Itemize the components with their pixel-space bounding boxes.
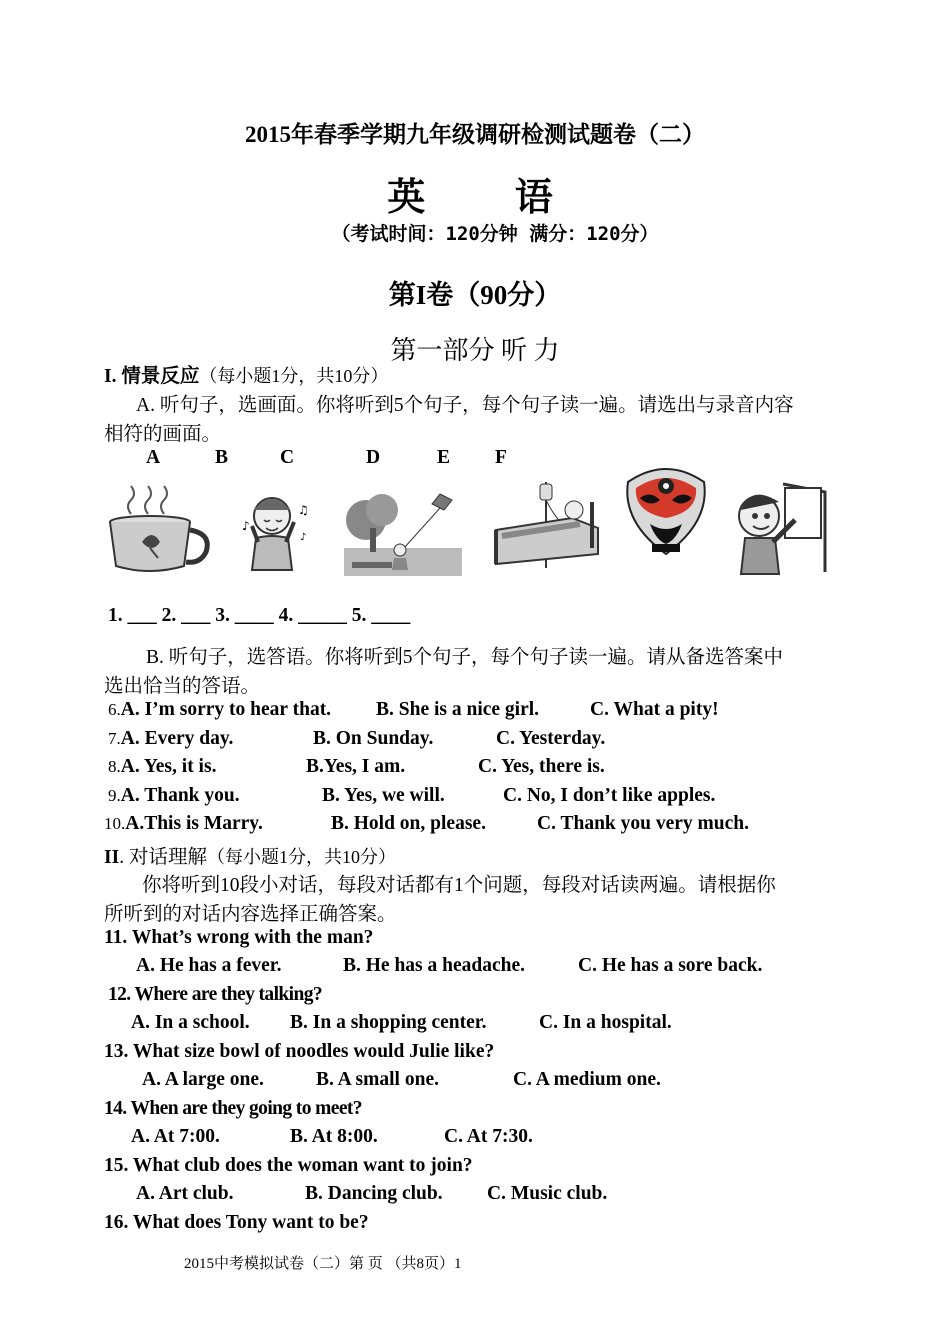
option-c: C. Yes, there is. xyxy=(478,756,605,777)
option-a: A. Yes, it is. xyxy=(120,756,217,777)
svg-text:♫: ♫ xyxy=(298,503,309,517)
svg-text:♪: ♪ xyxy=(300,532,307,543)
question-7-row xyxy=(108,728,233,750)
section2-instruction-line1: 你将听到10段小对话，每段对话都有1个问题，每段对话读两遍。请根据你 xyxy=(142,875,776,896)
picture-letter-a: A xyxy=(146,447,161,468)
question-6-row xyxy=(108,699,331,721)
question-13: 13. What size bowl of noodles would Julie like? xyxy=(104,1041,495,1062)
option-a: A. At 7:00. xyxy=(131,1126,220,1147)
section1-heading-line xyxy=(104,360,388,388)
picture-letter-f: F xyxy=(495,447,507,468)
question-16: 16. What does Tony want to be? xyxy=(104,1212,369,1233)
option-c: C. At 7:30. xyxy=(444,1126,533,1147)
option-a: A. In a school. xyxy=(131,1012,250,1033)
teacup-icon xyxy=(106,484,214,576)
option-b: B. Dancing club. xyxy=(305,1183,443,1204)
option-a: A. Every day. xyxy=(120,728,234,749)
option-c: C. He has a sore back. xyxy=(578,955,763,976)
partB-instruction-line2: 选出恰当的答语。 xyxy=(104,676,261,697)
opera-mask-icon xyxy=(614,462,718,558)
partB-instruction-line1: B. 听句子，选答语。你将听到5个句子，每个句子读一遍。请从备选答案中 xyxy=(146,647,784,668)
option-b: B. Hold on, please. xyxy=(331,813,486,834)
option-b: B. He has a headache. xyxy=(343,955,526,976)
option-b: B. On Sunday. xyxy=(313,728,434,749)
section1-scoring: （每小题1分，共10分） xyxy=(199,366,389,386)
section2-heading: . 对话理解 xyxy=(119,847,207,868)
part-heading: 第一部分 听 力 xyxy=(390,336,560,365)
option-b: B. Yes, we will. xyxy=(322,785,445,806)
option-b: B.Yes, I am. xyxy=(306,756,406,777)
option-a: A. A large one. xyxy=(142,1069,264,1090)
section2-heading-line xyxy=(104,841,396,869)
question-9-row xyxy=(108,785,240,807)
partA-instruction-line2: 相符的画面。 xyxy=(104,424,222,445)
option-b: B. At 8:00. xyxy=(290,1126,378,1147)
picture-letter-e: E xyxy=(437,447,451,468)
option-a: A. I’m sorry to hear that. xyxy=(120,699,332,720)
option-b: B. She is a nice girl. xyxy=(376,699,540,720)
hospital-bed-icon xyxy=(492,478,604,576)
question-14: 14. When are they going to meet? xyxy=(104,1098,362,1119)
option-c: C. Thank you very much. xyxy=(537,813,750,834)
section2-scoring: （每小题1分，共10分） xyxy=(206,847,396,867)
picture-answer-blanks: 1. ___ 2. ___ 3. ____ 4. _____ 5. ____ xyxy=(108,605,411,626)
option-a: A. He has a fever. xyxy=(136,955,282,976)
option-c: C. What a pity! xyxy=(590,699,719,720)
option-b: B. A small one. xyxy=(316,1069,439,1090)
section1-heading: I. 情景反应 xyxy=(104,366,200,387)
question-number: 8. xyxy=(108,757,121,776)
question-11: 11. What’s wrong with the man? xyxy=(104,927,374,948)
option-a: A. Art club. xyxy=(136,1183,234,1204)
option-a: A.This is Marry. xyxy=(125,813,263,834)
section2-heading-num: II xyxy=(104,847,120,868)
question-number: 9. xyxy=(108,786,121,805)
kite-flying-icon xyxy=(344,490,462,576)
picture-letter-c: C xyxy=(280,447,295,468)
partA-instruction-line1: A. 听句子，选画面。你将听到5个句子，每个句子读一遍。请选出与录音内容 xyxy=(136,395,794,416)
svg-text:♪: ♪ xyxy=(242,519,250,533)
option-c: C. No, I don’t like apples. xyxy=(503,785,716,806)
listening-boy-icon xyxy=(236,490,314,572)
option-c: C. Music club. xyxy=(487,1183,608,1204)
option-c: C. Yesterday. xyxy=(496,728,606,749)
question-15: 15. What club does the woman want to join? xyxy=(104,1155,473,1176)
question-12: 12. Where are they talking? xyxy=(108,984,323,1005)
exam-title: 2015年春季学期九年级调研检测试题卷（二） xyxy=(245,122,705,147)
page-footer: 2015中考模拟试卷（二）第 页 （共8页）1 xyxy=(184,1256,462,1272)
question-number: 7. xyxy=(108,729,121,748)
section2-instruction-line2: 所听到的对话内容选择正确答案。 xyxy=(104,904,397,925)
volume-heading: 第I卷（90分） xyxy=(388,280,562,310)
painting-boy-icon xyxy=(733,480,829,576)
question-8-row xyxy=(108,756,216,778)
option-a: A. Thank you. xyxy=(120,785,240,806)
question-number: 10. xyxy=(104,814,126,833)
subject-title: 英 语 xyxy=(387,177,593,219)
option-c: C. In a hospital. xyxy=(539,1012,672,1033)
picture-letter-b: B xyxy=(215,447,229,468)
picture-letter-d: D xyxy=(366,447,381,468)
question-10-row xyxy=(104,813,263,835)
exam-info: （考试时间：120分钟 满分：120分） xyxy=(331,223,659,245)
option-c: C. A medium one. xyxy=(513,1069,661,1090)
option-b: B. In a shopping center. xyxy=(290,1012,487,1033)
question-number: 6. xyxy=(108,700,121,719)
